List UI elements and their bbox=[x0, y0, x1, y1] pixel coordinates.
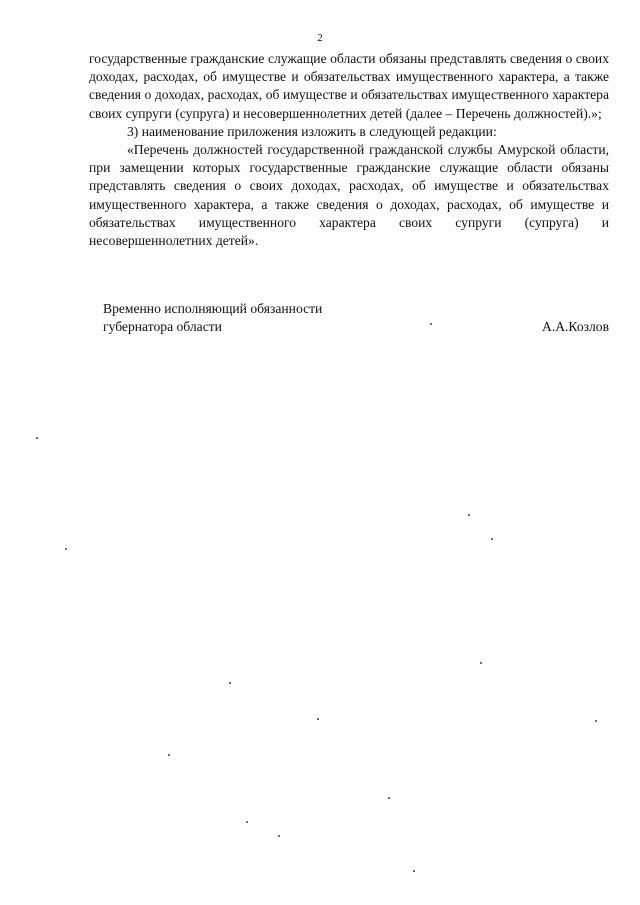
scan-speck bbox=[278, 835, 280, 837]
scan-speck bbox=[388, 797, 390, 799]
signature-block bbox=[103, 300, 609, 336]
scan-speck bbox=[480, 662, 482, 664]
signer-position-line-1: Временно исполняющий обязанности bbox=[103, 301, 323, 316]
signer-name: А.А.Козлов bbox=[542, 319, 609, 334]
scan-speck bbox=[168, 754, 170, 756]
scan-speck bbox=[430, 323, 432, 325]
paragraph-item-3: 3) наименование приложения изложить в следующей редакции: bbox=[127, 123, 497, 139]
scan-speck bbox=[595, 720, 597, 722]
scan-speck bbox=[491, 538, 493, 540]
page-number: 2 bbox=[317, 32, 323, 44]
scan-speck bbox=[413, 870, 415, 872]
signer-position-line-2: губернатора области bbox=[103, 319, 222, 334]
scan-speck bbox=[468, 514, 470, 516]
document-body bbox=[89, 50, 609, 250]
scan-speck bbox=[317, 718, 319, 720]
scan-speck bbox=[65, 548, 67, 550]
paragraph-continuation: государственные гражданские служащие области обязаны представлять сведения о своих доходах, расходах, об имуществе и обязательствах имущественного характера, а также сведения о доходах, расходах, об имуществе и обязательствах имущественного характера своих супруги (супруга) и несовершеннолетних детей (далее – Перечень должностей).»; bbox=[89, 51, 609, 121]
scan-speck bbox=[229, 682, 231, 684]
scan-speck bbox=[36, 437, 38, 439]
scan-speck bbox=[246, 821, 248, 823]
paragraph-quoted-title: «Перечень должностей государственной гражданской службы Амурской области, при замещении которых государственные гражданские служащие области обязаны представлять сведения о своих доходах, расходах, об имуществе и обязательствах имущественного характера, а также сведения о доходах, расходах, об имуществе и обязательствах имущественного характера своих супруги (супруга) и несовершеннолетних детей». bbox=[89, 142, 609, 249]
